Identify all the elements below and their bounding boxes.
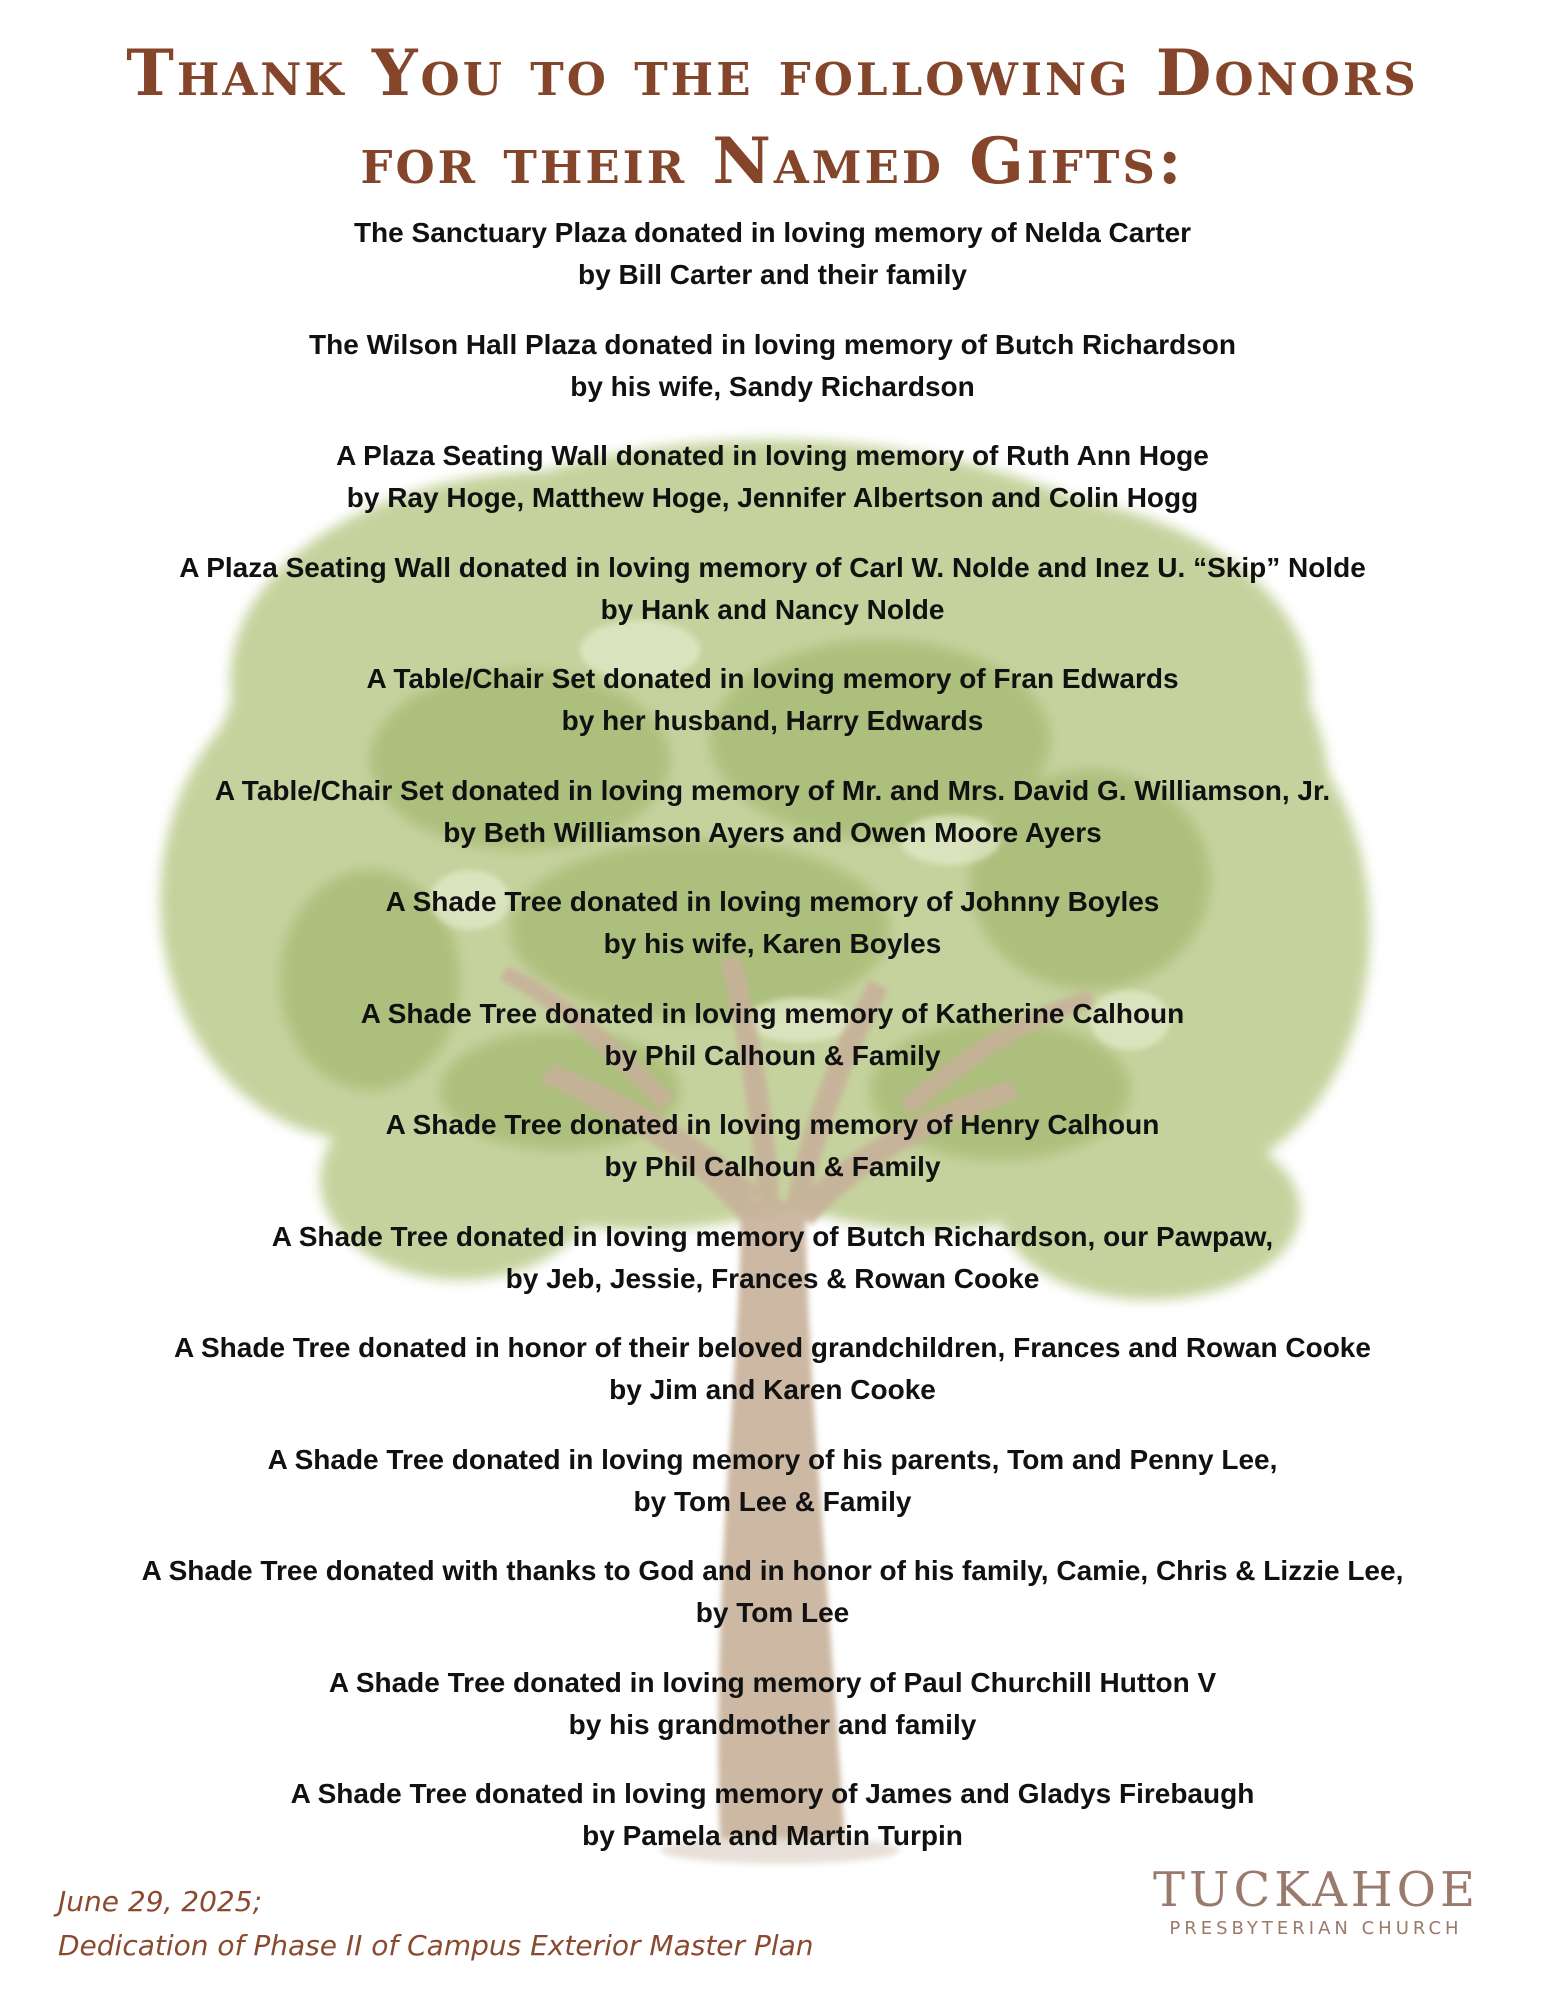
gift-line: A Table/Chair Set donated in loving memory of Mr. and Mrs. David G. Williamson, Jr. [214, 774, 1331, 806]
gift-line: A Shade Tree donated in loving memory of Paul Churchill Hutton V [328, 1666, 1217, 1698]
gift-line: The Sanctuary Plaza donated in loving memory of Nelda Carter [353, 217, 1192, 248]
gift-line: A Shade Tree donated in loving memory of Katherine Calhoun [360, 997, 1185, 1029]
donor-entry [40, 1104, 1505, 1216]
donor-line: by Beth Williamson Ayers and Owen Moore Ayers [443, 816, 1102, 848]
donor-line: by Phil Calhoun & Family [604, 1039, 941, 1071]
gift-line: A Shade Tree donated in loving memory of Henry Calhoun [385, 1109, 1160, 1140]
gift-line: A Table/Chair Set donated in loving memory of Fran Edwards [366, 663, 1179, 694]
gift-line: The Wilson Hall Plaza donated in loving memory of Butch Richardson [309, 328, 1236, 360]
donor-line: by Tom Lee & Family [633, 1485, 912, 1517]
donor-entry [40, 1216, 1505, 1328]
donor-entry [40, 324, 1505, 436]
gift-line: A Shade Tree donated in loving memory of Butch Richardson, our Pawpaw, [271, 1220, 1274, 1252]
donor-line: by his wife, Karen Boyles [603, 928, 942, 959]
dedication-date: June 29, 2025; [58, 1885, 262, 1918]
donor-entry [40, 770, 1505, 882]
donor-entry [40, 658, 1505, 770]
donor-entry [40, 1327, 1505, 1439]
gift-line: A Shade Tree donated with thanks to God and in honor of his family, Camie, Chris & Lizzie Lee, [141, 1555, 1404, 1586]
gift-line: A Shade Tree donated in honor of their beloved grandchildren, Frances and Rowan Cooke [174, 1332, 1371, 1363]
donor-entry [40, 1662, 1505, 1774]
donor-line: by her husband, Harry Edwards [561, 705, 984, 736]
donor-line: by Ray Hoge, Matthew Hoge, Jennifer Albertson and Colin Hogg [346, 482, 1199, 513]
donor-list [40, 212, 1505, 1885]
donor-line: by Tom Lee [695, 1597, 850, 1628]
donor-entry [40, 1439, 1505, 1551]
donor-line: by his wife, Sandy Richardson [570, 370, 975, 402]
donor-entry [40, 212, 1505, 324]
donor-line: by Jim and Karen Cooke [609, 1374, 936, 1405]
donor-line: by his grandmother and family [568, 1708, 977, 1740]
gift-line: A Shade Tree donated in loving memory of James and Gladys Firebaugh [290, 1778, 1255, 1809]
title-line-1: Thank You to the following Donors [126, 36, 1419, 111]
logo-subtitle: PRESBYTERIAN CHURCH [1169, 1918, 1463, 1939]
gift-line: A Shade Tree donated in loving memory of Johnny Boyles [385, 886, 1160, 917]
gift-line: A Plaza Seating Wall donated in loving memory of Carl W. Nolde and Inez U. “Skip” Nolde [179, 551, 1366, 583]
gift-line: A Shade Tree donated in loving memory of his parents, Tom and Penny Lee, [267, 1443, 1278, 1475]
donor-line: by Hank and Nancy Nolde [600, 593, 945, 625]
donor-entry [40, 1550, 1505, 1662]
gift-line: A Plaza Seating Wall donated in loving memory of Ruth Ann Hoge [336, 440, 1209, 471]
logo-name: TUCKAHOE [1152, 1862, 1480, 1918]
donor-line: by Phil Calhoun & Family [604, 1151, 941, 1182]
donor-line: by Jeb, Jessie, Frances & Rowan Cooke [505, 1262, 1040, 1294]
donor-line: by Pamela and Martin Turpin [582, 1820, 963, 1851]
title-line-2: for their Named Gifts: [360, 124, 1185, 199]
donor-entry [40, 881, 1505, 993]
page-title [0, 30, 1545, 206]
donor-entry [40, 993, 1505, 1105]
donor-entry [40, 547, 1505, 659]
church-logo [1151, 1862, 1481, 1940]
donor-line: by Bill Carter and their family [578, 259, 967, 290]
donor-entry [40, 435, 1505, 547]
dedication-note [58, 1880, 814, 1968]
dedication-event: Dedication of Phase II of Campus Exterior Master Plan [58, 1929, 814, 1962]
